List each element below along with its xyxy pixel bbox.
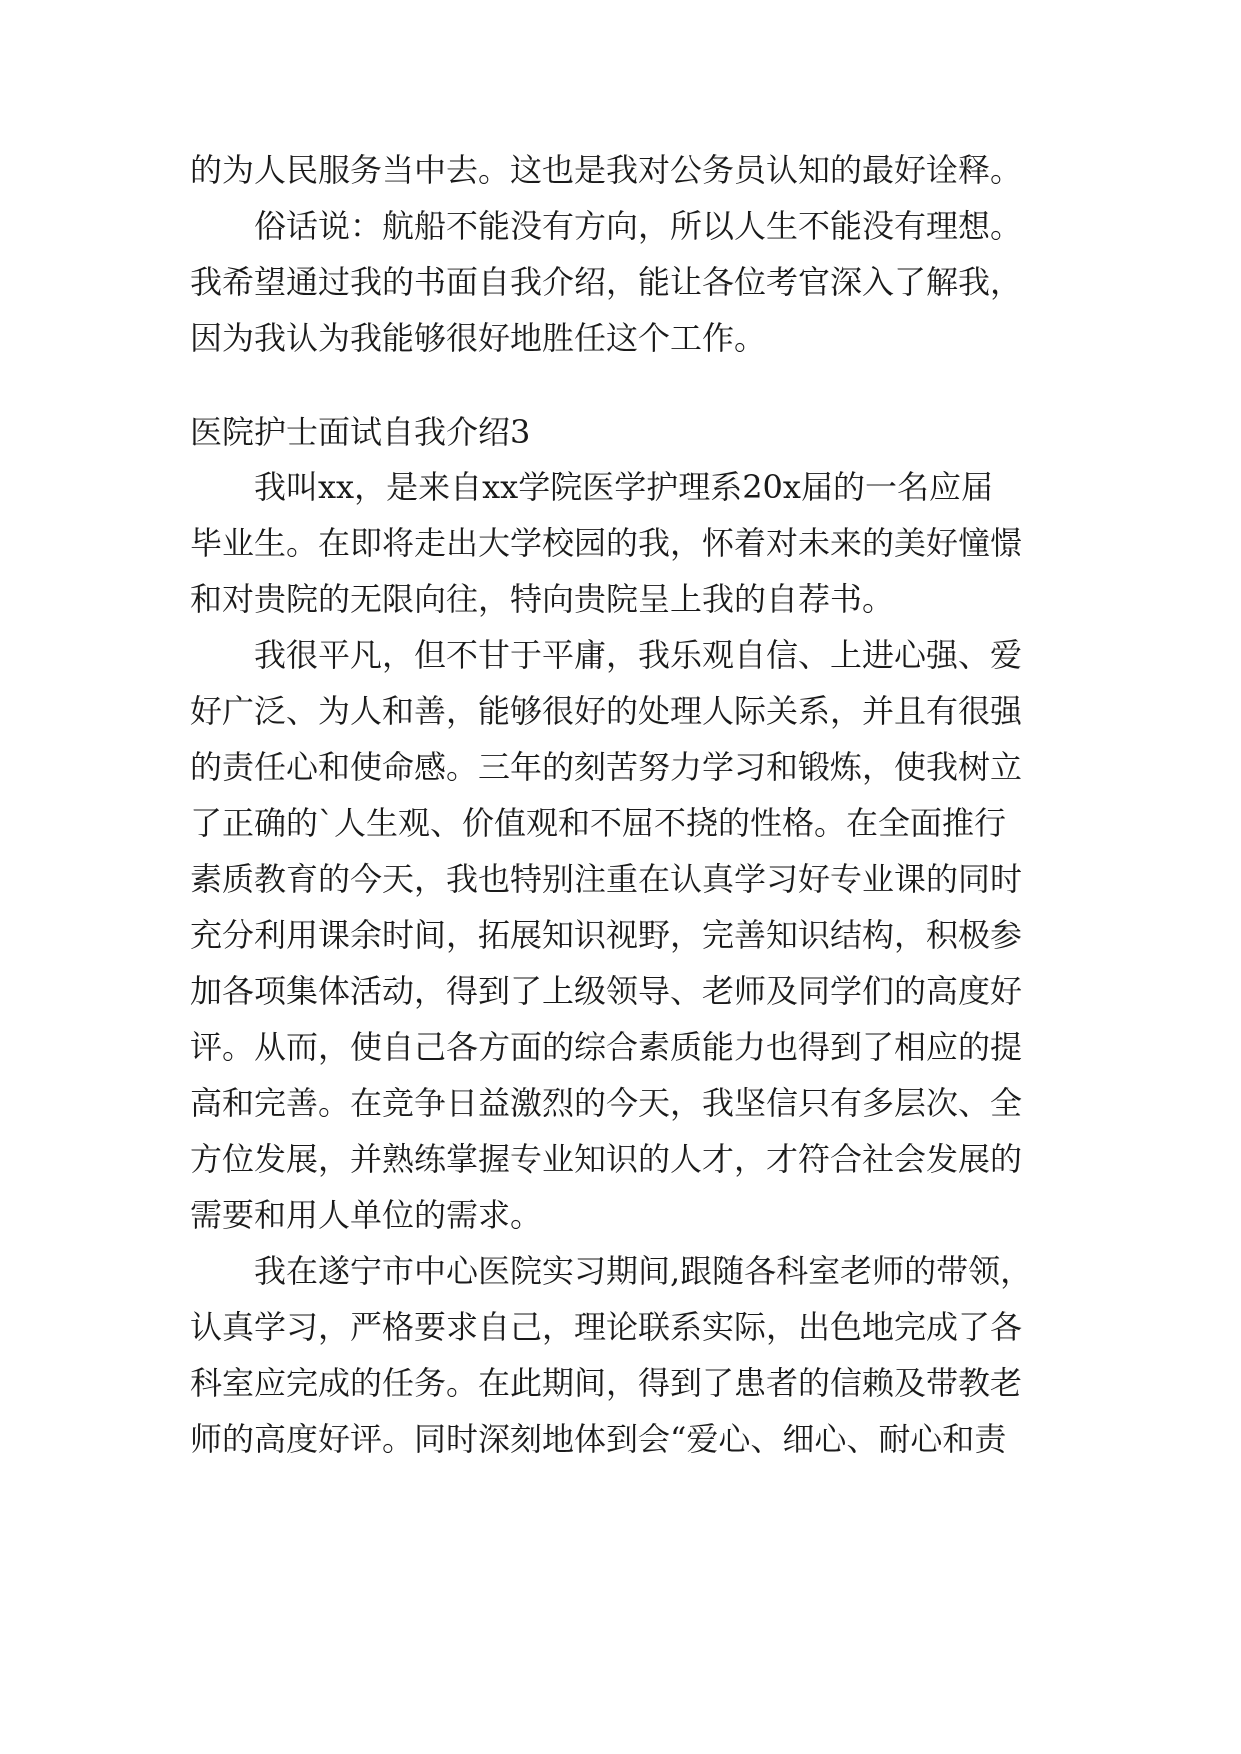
paragraph-line: 我很平凡，但不甘于平庸，我乐观自信、上进心强、爱 [254, 636, 1023, 674]
paragraph-line: 方位发展，并熟练掌握专业知识的人才，才符合社会发展的 [190, 1140, 1023, 1178]
paragraph-line: 加各项集体活动，得到了上级领导、老师及同学们的高度好 [190, 972, 1023, 1010]
paragraph-line: 需要和用人单位的需求。 [190, 1196, 543, 1234]
paragraph-line: 和对贵院的无限向往，特向贵院呈上我的自荐书。 [190, 580, 895, 618]
paragraph-line: 的责任心和使命感。三年的刻苦努力学习和锻炼，使我树立 [190, 748, 1023, 786]
paragraph-line: 评。从而，使自己各方面的综合素质能力也得到了相应的提 [190, 1028, 1023, 1066]
paragraph-line: 我叫xx，是来自xx学院医学护理系20x届的一名应届 [254, 468, 993, 506]
paragraph-line: 俗话说：航船不能没有方向，所以人生不能没有理想。 [254, 207, 1023, 245]
paragraph-line: 了正确的`人生观、价值观和不屈不挠的性格。在全面推行 [190, 804, 1007, 842]
paragraph-line: 因为我认为我能够很好地胜任这个工作。 [190, 319, 767, 357]
paragraph-line: 素质教育的今天，我也特别注重在认真学习好专业课的同时 [190, 860, 1023, 898]
paragraph-line: 科室应完成的任务。在此期间，得到了患者的信赖及带教老 [190, 1364, 1023, 1402]
paragraph-line: 认真学习，严格要求自己，理论联系实际，出色地完成了各 [190, 1308, 1023, 1346]
section-heading: 医院护士面试自我介绍3 [190, 413, 531, 451]
paragraph-line: 好广泛、为人和善，能够很好的处理人际关系，并且有很强 [190, 692, 1023, 730]
paragraph-line: 我希望通过我的书面自我介绍，能让各位考官深入了解我， [190, 263, 1023, 301]
paragraph-line: 毕业生。在即将走出大学校园的我，怀着对未来的美好憧憬 [190, 524, 1023, 562]
paragraph-line: 充分利用课余时间，拓展知识视野，完善知识结构，积极参 [190, 916, 1023, 954]
paragraph-line: 师的高度好评。同时深刻地体到会“爱心、细心、耐心和责 [190, 1420, 1007, 1458]
paragraph-line: 我在遂宁市中心医院实习期间,跟随各科室老师的带领， [254, 1252, 1033, 1290]
paragraph-line: 的为人民服务当中去。这也是我对公务员认知的最好诠释。 [190, 151, 1023, 189]
paragraph-line: 高和完善。在竞争日益激烈的今天，我坚信只有多层次、全 [190, 1084, 1023, 1122]
